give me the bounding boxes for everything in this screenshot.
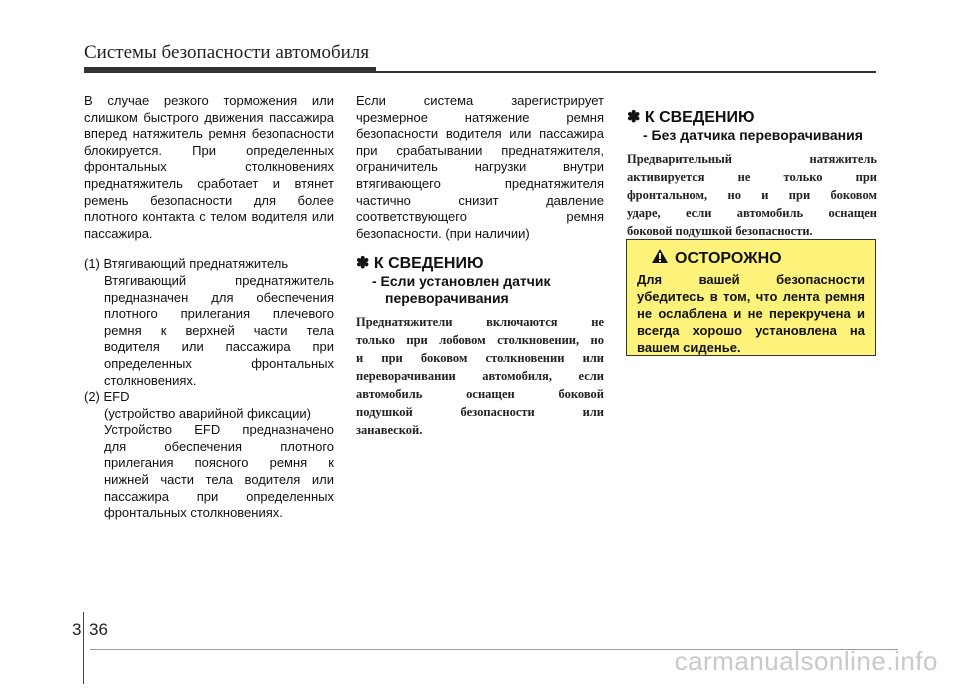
text-line: пассажира при определенных bbox=[104, 488, 334, 504]
note-subheading: - Без датчика переворачивания bbox=[643, 127, 863, 143]
text-line: вашем сиденье. bbox=[637, 340, 741, 355]
text-line: подушкой безопасности или bbox=[356, 405, 604, 420]
text-line: активируется не только при bbox=[627, 170, 877, 184]
text-line: столкновениях. bbox=[104, 372, 197, 388]
column-left bbox=[84, 93, 334, 522]
page-header-title: Системы безопасности автомобиля bbox=[84, 42, 370, 63]
text-line: переворачивании автомобиля, если bbox=[356, 369, 604, 384]
header-rule-thin bbox=[376, 71, 876, 73]
text-line: Преднатяжители включаются не bbox=[356, 315, 604, 330]
text-line: ограничитель нагрузки внутри bbox=[356, 159, 604, 175]
text-line: фронтальном, но и при боковом bbox=[627, 188, 877, 202]
text-line: плотного контакта с телом водителя или bbox=[84, 209, 334, 225]
text-line: автомобиль оснащен боковой bbox=[356, 387, 604, 402]
text-line: определенных фронтальных bbox=[104, 355, 334, 371]
note-body bbox=[627, 150, 877, 240]
warning-heading bbox=[637, 248, 865, 269]
text-line: ремень безопасности для более bbox=[84, 192, 334, 208]
text-line: Предварительный натяжитель bbox=[627, 152, 877, 166]
text-line: частично снизит давление bbox=[356, 192, 604, 208]
text-line: убедитесь в том, что лента ремня bbox=[637, 289, 865, 304]
item-2-body bbox=[84, 406, 334, 522]
intro-paragraph bbox=[84, 93, 334, 242]
header-rule-thick bbox=[84, 67, 376, 73]
text-line: не ослаблена и не перекручена и bbox=[637, 306, 865, 321]
note-subheading: переворачивания bbox=[385, 290, 509, 307]
column-middle bbox=[356, 93, 604, 439]
text-line: Если система зарегистрирует bbox=[356, 93, 604, 108]
text-line: В случае резкого торможения или bbox=[84, 93, 334, 108]
text-line: для обеспечения плотного bbox=[104, 438, 334, 454]
text-line: ремня к верхней части тела bbox=[104, 322, 334, 338]
text-line: соответствующего ремня bbox=[356, 209, 604, 225]
text-line: всегда хорошо установлена на bbox=[637, 323, 865, 338]
text-line: втягивающего преднатяжителя bbox=[356, 175, 604, 191]
note-body bbox=[356, 313, 604, 439]
warning-triangle-icon bbox=[651, 248, 669, 269]
text-line: фронтальных столкновениях bbox=[84, 159, 334, 175]
text-line: при срабатывании преднатяжителя, bbox=[356, 142, 604, 158]
text-line: плотного прилегания плечевого bbox=[104, 306, 334, 322]
footer-divider-vertical bbox=[83, 612, 84, 684]
item-1-body bbox=[84, 273, 334, 389]
text-line: Для вашей безопасности bbox=[637, 272, 865, 287]
text-line: преднатяжитель сработает и втянет bbox=[84, 175, 334, 191]
load-limiter-paragraph bbox=[356, 93, 604, 242]
text-line: безопасности водителя или пассажира bbox=[356, 126, 604, 142]
text-line: фронтальных столкновениях. bbox=[104, 505, 283, 521]
watermark-text: carmanualsonline.info bbox=[674, 646, 938, 676]
text-line: пассажира. bbox=[84, 225, 153, 241]
text-line: Втягивающий преднатяжитель bbox=[104, 272, 334, 288]
item-1-heading: (1) Втягивающий преднатяжитель bbox=[84, 256, 289, 272]
text-line: занавеской. bbox=[356, 423, 423, 438]
column-right bbox=[627, 93, 877, 240]
text-line: безопасности. (при наличии) bbox=[356, 225, 530, 241]
text-line: прилегания поясного ремня к bbox=[104, 455, 334, 471]
text-line: слишком быстрого движения пассажира bbox=[84, 109, 334, 125]
warning-text bbox=[637, 271, 865, 356]
note-subheading: - Если установлен датчик bbox=[372, 273, 551, 290]
text-line: боковой подушкой безопасности. bbox=[627, 224, 813, 238]
text-line: чрезмерное натяжение ремня bbox=[356, 109, 604, 125]
text-line: водителя или пассажира при bbox=[104, 339, 334, 355]
section-number: 3 bbox=[72, 620, 82, 639]
text-line: только при лобовом столкновении, но bbox=[356, 333, 604, 348]
note-heading: ✽ К СВЕДЕНИЮ bbox=[627, 109, 755, 126]
text-line: блокируется. При определенных bbox=[84, 142, 334, 158]
note-heading: ✽ К СВЕДЕНИЮ bbox=[356, 255, 484, 273]
warning-box bbox=[626, 239, 876, 356]
text-line: предназначен для обеспечения bbox=[104, 289, 334, 305]
warning-title: ОСТОРОЖНО bbox=[675, 249, 782, 267]
text-line: и при боковом столкновении или bbox=[356, 351, 604, 366]
item-2-heading: (2) EFD bbox=[84, 389, 130, 405]
text-line: ударе, если автомобиль оснащен bbox=[627, 206, 877, 220]
text-line: нижней части тела водителя или bbox=[104, 472, 334, 488]
text-line: вперед натяжитель ремня безопасности bbox=[84, 126, 334, 142]
text-line: Устройство EFD предназначено bbox=[104, 422, 334, 438]
item-2-subheading: (устройство аварийной фиксации) bbox=[104, 405, 311, 421]
page-number: 36 bbox=[89, 620, 108, 639]
